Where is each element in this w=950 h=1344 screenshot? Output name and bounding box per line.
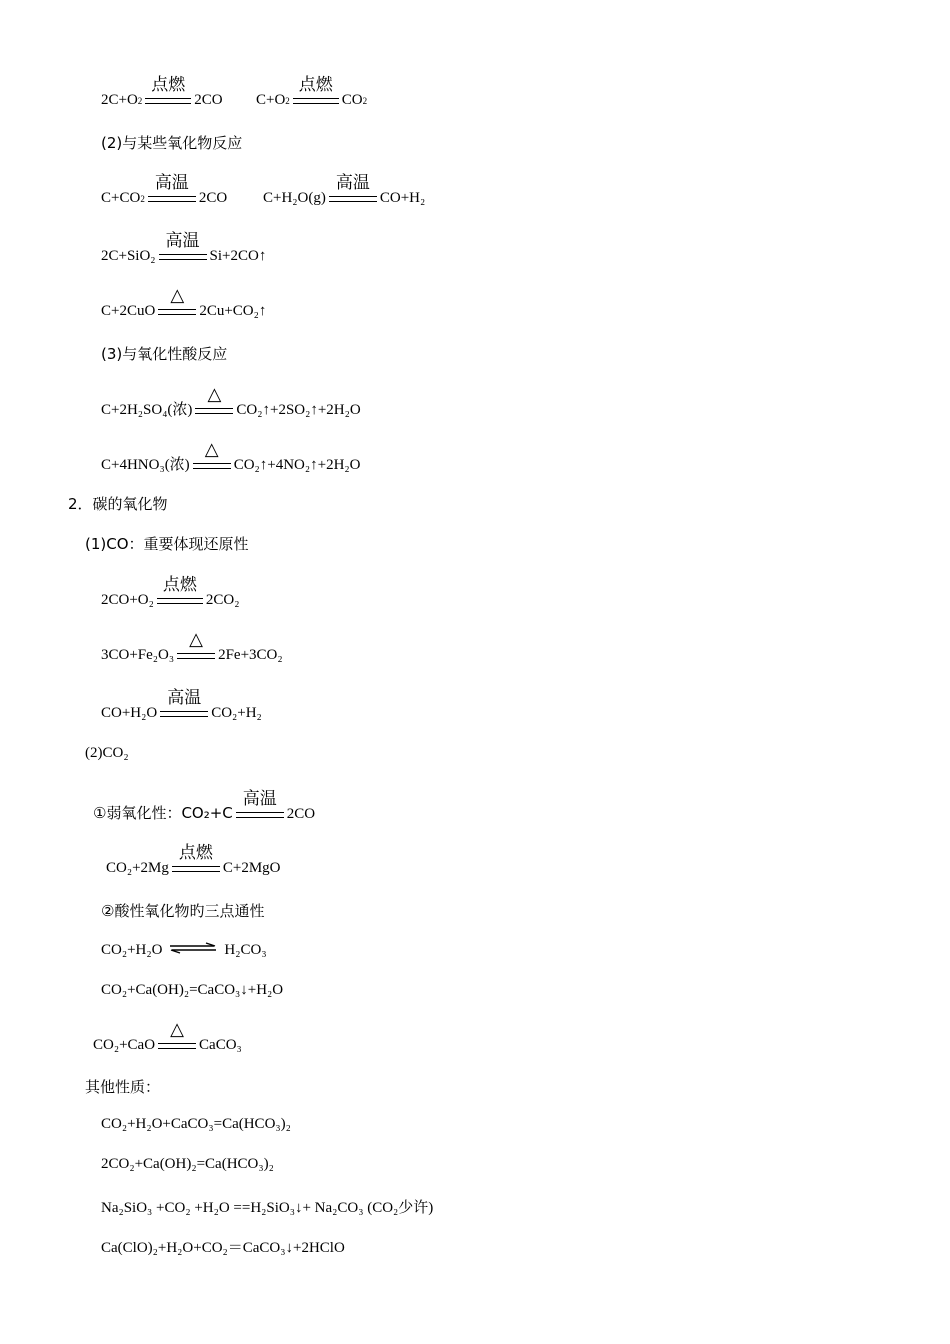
condition-label: 点燃 <box>178 843 213 863</box>
eq-lhs: CO₂+H₂O <box>101 942 163 958</box>
eq-lhs: 3CO+Fe₂O₃ <box>101 647 175 663</box>
eq-rhs: 2CO <box>286 806 316 822</box>
heat-triangle-icon: △ <box>189 629 204 650</box>
equation-c-o2-co: 2C+O 2 点燃 2CO <box>101 75 223 108</box>
eq-rhs: 2CO <box>198 190 228 206</box>
eq-rhs: H₂CO₃ <box>224 942 267 958</box>
equation-na2sio3: Na₂SiO₃ +CO₂ +H₂O ==H₂SiO₃↓+ Na₂CO₃ (CO₂少许) <box>101 1200 434 1216</box>
eq-lhs: 2C+O <box>101 92 138 108</box>
equals-sign <box>145 98 191 104</box>
equation-c-h2o <box>263 173 426 207</box>
eq-lhs: C+4HNO₃(浓) <box>101 457 190 473</box>
reaction-condition <box>160 688 208 717</box>
eq-rhs: CO₂+H₂ <box>211 705 262 721</box>
equals-sign <box>172 866 220 872</box>
condition-label: 点燃 <box>298 75 333 95</box>
equation-c-sio2 <box>101 231 267 265</box>
reaction-condition <box>172 843 220 872</box>
equation-caclo2: Ca(ClO)₂+H₂O+CO₂＝CaCO₃↓+2HClO <box>101 1240 345 1256</box>
equation-co-h2o <box>101 688 262 722</box>
equation-c-hno3 <box>101 439 361 474</box>
equals-sign <box>193 463 231 469</box>
eq-lhs: ①弱氧化性：CO₂+C <box>93 804 233 822</box>
eq-lhs: CO₂+2Mg <box>106 860 169 876</box>
equals-sign <box>158 1043 196 1049</box>
equation-c-o2-co2: C+O 2 点燃 CO 2 <box>256 75 368 108</box>
equals-sign <box>157 598 203 604</box>
reaction-condition <box>195 384 233 414</box>
condition-label: 高温 <box>167 688 202 708</box>
eq-rhs: C+2MgO <box>222 860 281 876</box>
eq-lhs: C+H₂O(g) <box>263 190 326 206</box>
reversible-arrow-icon <box>168 942 218 954</box>
eq-rhs: 2Fe+3CO₂ <box>218 647 283 663</box>
eq-lhs: C+2H₂SO₄(浓) <box>101 402 193 418</box>
equals-sign <box>160 711 208 717</box>
reaction-condition <box>157 575 203 604</box>
equation-co2-h2o <box>101 942 267 959</box>
heat-triangle-icon: △ <box>207 384 222 405</box>
condition-label: 高温 <box>165 231 200 251</box>
condition-label: 高温 <box>335 173 370 193</box>
equals-sign <box>236 812 284 818</box>
eq-lhs: 2CO+O₂ <box>101 592 154 608</box>
equation-co-fe2o3 <box>101 629 283 664</box>
eq-lhs: C+2CuO <box>101 303 156 319</box>
heading-acidic-oxide: ②酸性氧化物旳三点通性 <box>101 902 265 920</box>
reaction-condition <box>293 75 339 104</box>
eq-rhs: 2CO₂ <box>205 592 240 608</box>
equation-co-o2 <box>101 575 240 609</box>
equals-sign <box>177 653 215 659</box>
reaction-condition <box>159 231 207 260</box>
reaction-condition <box>158 285 196 315</box>
heat-triangle-icon: △ <box>170 1019 184 1040</box>
equation-co2-cao <box>93 1019 242 1054</box>
subsection-co: (1)CO：重要体现还原性 <box>85 535 249 553</box>
reaction-condition <box>193 439 231 469</box>
eq-lhs: 2C+SiO₂ <box>101 248 156 264</box>
reaction-condition <box>236 789 284 818</box>
condition-label: 点燃 <box>162 575 197 595</box>
reaction-condition <box>148 173 196 202</box>
condition-label: 高温 <box>242 789 277 809</box>
eq-rhs: 2CO <box>194 92 223 108</box>
eq-rhs: Si+2CO↑ <box>209 248 267 264</box>
reaction-condition <box>158 1019 196 1049</box>
subsection-co2: (2)CO₂ <box>85 745 129 761</box>
equation-co2-c <box>93 789 316 823</box>
equals-sign <box>293 98 339 104</box>
equation-c-co2: C+CO 2 高温 2CO <box>101 173 228 206</box>
equation-co2-caoh2: CO₂+Ca(OH)₂=CaCO₃↓+H₂O <box>101 982 284 998</box>
equation-c-h2so4 <box>101 384 361 419</box>
eq-lhs: CO+H₂O <box>101 705 158 721</box>
equals-sign <box>195 408 233 414</box>
eq-lhs: CO₂+CaO <box>93 1037 156 1053</box>
equals-sign <box>329 196 377 202</box>
eq-lhs: C+O <box>256 92 286 108</box>
reaction-condition <box>177 629 215 659</box>
heading-acid-reactions: (3)与氧化性酸反应 <box>101 345 228 363</box>
equation-co2-caco3: CO₂+H₂O+CaCO₃=Ca(HCO₃)₂ <box>101 1116 291 1132</box>
eq-lhs: C+CO <box>101 190 141 206</box>
eq-rhs: CO+H₂ <box>379 190 426 206</box>
condition-label: 高温 <box>154 173 189 193</box>
section-carbon-oxides: 2．碳的氧化物 <box>68 495 168 513</box>
equals-sign <box>158 309 196 315</box>
condition-label: 点燃 <box>151 75 186 95</box>
eq-rhs: CaCO₃ <box>199 1037 242 1053</box>
eq-rhs: CO <box>341 92 363 108</box>
equation-c-cuo <box>101 285 267 320</box>
heat-triangle-icon: △ <box>204 439 219 460</box>
reaction-condition <box>329 173 377 202</box>
eq-rhs: CO₂↑+2SO₂↑+2H₂O <box>236 402 361 418</box>
heat-triangle-icon: △ <box>170 285 185 306</box>
equation-co2-mg <box>106 843 281 877</box>
reaction-condition <box>145 75 191 104</box>
eq-rhs: 2Cu+CO₂↑ <box>199 303 267 319</box>
eq-rhs: CO₂↑+4NO₂↑+2H₂O <box>233 457 361 473</box>
equals-sign <box>159 254 207 260</box>
equation-2co2-caoh2: 2CO₂+Ca(OH)₂=Ca(HCO₃)₂ <box>101 1156 274 1172</box>
equals-sign <box>148 196 196 202</box>
heading-oxide-reactions: (2)与某些氧化物反应 <box>101 134 243 152</box>
heading-other-properties: 其他性质： <box>85 1078 161 1096</box>
